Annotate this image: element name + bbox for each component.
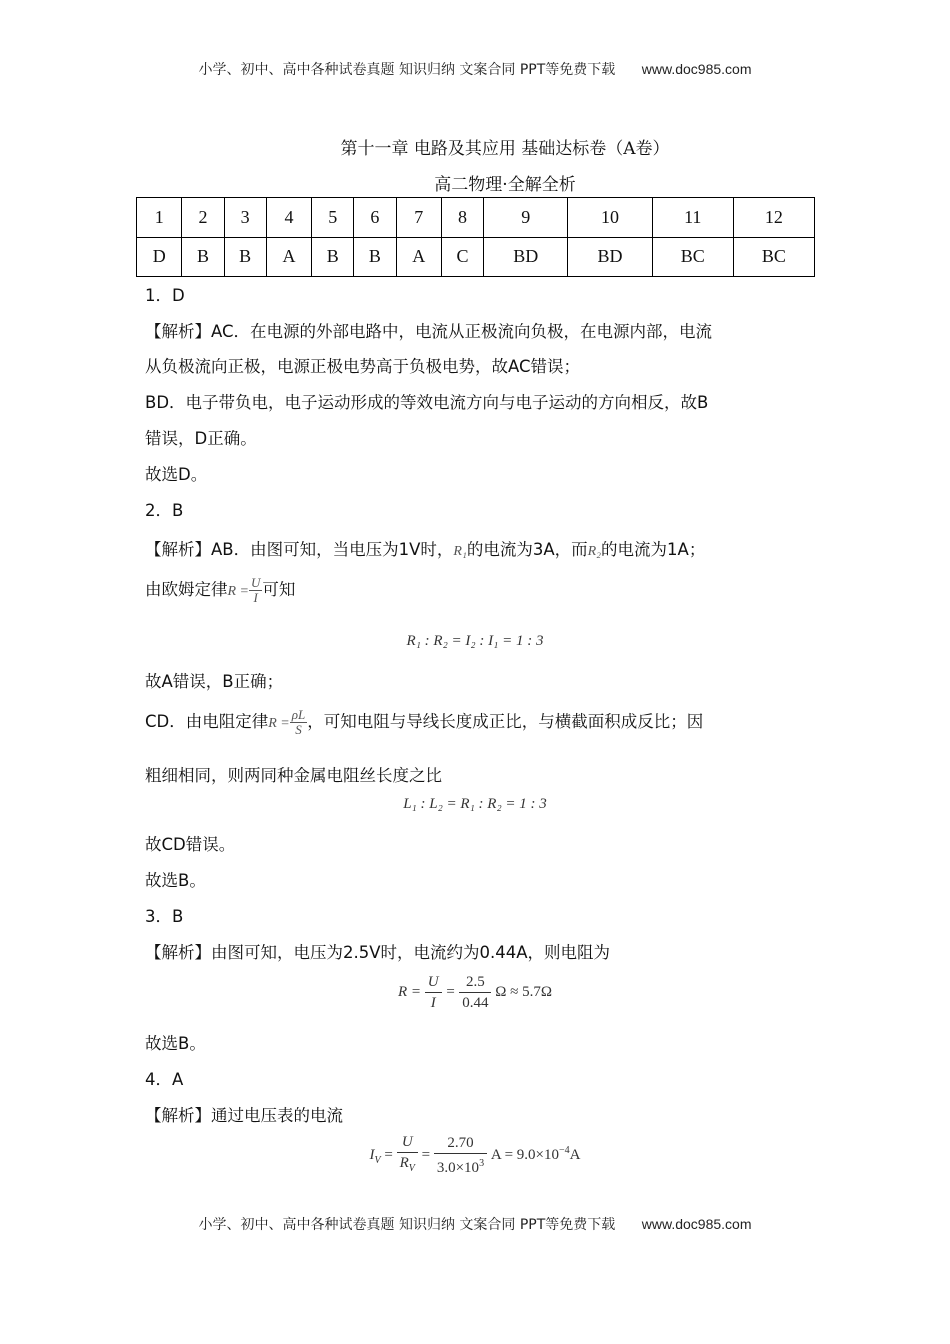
- q1-heading: 1．D: [145, 286, 185, 305]
- formula-part: A = 9.0×10: [490, 1146, 559, 1163]
- answer-table-answer-row: [137, 237, 815, 277]
- question-number-cell: 7: [396, 198, 441, 238]
- answer-cell: BD: [568, 237, 652, 277]
- r1-symbol: R₁: [453, 544, 467, 559]
- banner-text: 小学、初中、高中各种试卷真题 知识归纳 文案合同 PPT等免费下载: [198, 62, 616, 78]
- question-number-cell: 6: [354, 198, 396, 238]
- q2-text-line: [145, 536, 705, 560]
- banner-url[interactable]: www.doc985.com: [641, 61, 752, 77]
- formula-part: =: [445, 983, 456, 1000]
- question-number-cell: 11: [652, 198, 733, 238]
- q2-text-part: CD．由电阻定律: [145, 712, 269, 731]
- question-number-cell: 2: [182, 198, 224, 238]
- fraction-numerator: U: [251, 575, 261, 590]
- banner-url[interactable]: www.doc985.com: [641, 1216, 752, 1232]
- formula-superscript: −4: [559, 1144, 570, 1156]
- fraction-denominator: I: [430, 995, 436, 1011]
- answer-cell: BC: [652, 237, 733, 277]
- fraction-denominator: I: [253, 590, 258, 605]
- answer-cell: BC: [733, 237, 814, 277]
- formula-part: 3.0×10: [436, 1160, 480, 1176]
- fraction-numerator: U: [425, 972, 442, 993]
- q2-text-part: 可知: [262, 580, 296, 599]
- formula-voltmeter-current: [0, 1132, 950, 1179]
- footer-banner: [0, 1214, 950, 1234]
- ohm-formula-lhs: R =: [227, 584, 249, 599]
- formula-subscript: V: [374, 1154, 381, 1166]
- q2-text-line: [145, 576, 295, 605]
- formula-part: =: [421, 1146, 431, 1163]
- formula-part: Ω ≈ 5.7Ω: [495, 983, 553, 1000]
- q1-text-line: 【解析】AC．在电源的外部电路中，电流从正极流向负极，在电源内部，电流: [145, 322, 713, 341]
- question-number-cell: 10: [568, 198, 652, 238]
- q3-conclusion: 故选B。: [145, 1034, 206, 1053]
- question-number-cell: 8: [441, 198, 483, 238]
- question-number-cell: 12: [733, 198, 814, 238]
- q4-heading: 4．A: [145, 1070, 184, 1089]
- answer-cell: A: [266, 237, 311, 277]
- answer-cell: B: [224, 237, 266, 277]
- fraction-denominator: 0.44: [462, 995, 489, 1011]
- question-number-cell: 5: [312, 198, 354, 238]
- q2-text-line: [145, 708, 703, 737]
- formula-subscript: V: [408, 1163, 415, 1174]
- formula-part: R: [399, 1155, 409, 1171]
- ohm-formula-fraction: [249, 576, 262, 605]
- answer-cell: BD: [484, 237, 568, 277]
- q2-text-part: ，可知电阻与导线长度成正比，与横截面积成反比；因: [307, 712, 704, 731]
- fraction-numerator: 2.5: [459, 972, 491, 993]
- formula-fraction: [434, 1133, 487, 1178]
- formula-part: A: [569, 1146, 581, 1163]
- answer-cell: B: [182, 237, 224, 277]
- q1-text-line: 错误，D正确。: [145, 429, 257, 448]
- answer-table-number-row: [137, 198, 815, 238]
- q2-text-part: 的电流为1A；: [601, 540, 706, 559]
- q4-text-line: 【解析】通过电压表的电流: [145, 1106, 343, 1125]
- q2-conclusion: 故选B。: [145, 871, 206, 890]
- q2-text-part: 由欧姆定律: [145, 580, 228, 599]
- banner-text: 小学、初中、高中各种试卷真题 知识归纳 文案合同 PPT等免费下载: [198, 1217, 616, 1233]
- answer-cell: B: [354, 237, 396, 277]
- q2-text-part: 【解析】AB．由图可知，当电压为1V时，: [145, 540, 454, 559]
- fraction-denominator: [397, 1153, 418, 1179]
- question-number-cell: 9: [484, 198, 568, 238]
- q2-text-line: 粗细相同，则两同种金属电阻丝长度之比: [145, 766, 442, 785]
- resistivity-formula-lhs: R =: [268, 716, 290, 731]
- formula-fraction: [397, 1132, 418, 1179]
- q3-heading: 3．B: [145, 907, 184, 926]
- q2-text-line: 故CD错误。: [145, 835, 236, 854]
- formula-part: R =: [397, 983, 422, 1000]
- fraction-denominator: [434, 1154, 487, 1178]
- resistivity-formula-fraction: [290, 708, 307, 737]
- formula-part: =: [384, 1146, 393, 1163]
- fraction-numerator: 2.70: [434, 1133, 487, 1154]
- page-subtitle: 高二物理·全解全析: [434, 175, 576, 195]
- formula-part: I: [369, 1146, 375, 1163]
- formula-resistance-calc: [0, 972, 950, 1013]
- answer-cell: B: [312, 237, 354, 277]
- header-banner: [0, 59, 950, 79]
- fraction-numerator: U: [397, 1132, 418, 1153]
- q2-text-part: 的电流为3A，而: [466, 540, 588, 559]
- answer-cell: C: [441, 237, 483, 277]
- question-number-cell: 1: [137, 198, 182, 238]
- q2-heading: 2．B: [145, 501, 184, 520]
- formula-fraction: [459, 972, 491, 1013]
- answer-cell: D: [137, 237, 182, 277]
- q2-text-line: 故A错误，B正确；: [145, 672, 284, 691]
- fraction-numerator: ρL: [291, 707, 306, 722]
- fraction-denominator: S: [295, 722, 302, 737]
- question-number-cell: 4: [266, 198, 311, 238]
- formula-resistance-ratio: R₁ : R₂ = I₂ : I₁ = 1 : 3: [406, 633, 544, 649]
- q1-text-line: BD．电子带负电，电子运动形成的等效电流方向与电子运动的方向相反，故B: [145, 393, 709, 412]
- r2-symbol: R₂: [587, 544, 602, 559]
- q3-text-line: 【解析】由图可知，电压为2.5V时，电流约为0.44A，则电阻为: [145, 943, 611, 962]
- question-number-cell: 3: [224, 198, 266, 238]
- page-title: 第十一章 电路及其应用 基础达标卷（A卷）: [340, 139, 670, 159]
- formula-fraction: [425, 972, 442, 1013]
- answer-table: [136, 197, 815, 277]
- answer-cell: A: [396, 237, 441, 277]
- q1-text-line: 从负极流向正极，电源正极电势高于负极电势，故AC错误；: [145, 357, 581, 376]
- formula-superscript: 3: [479, 1158, 485, 1169]
- q1-conclusion: 故选D。: [145, 465, 208, 484]
- formula-length-ratio: L₁ : L₂ = R₁ : R₂ = 1 : 3: [403, 796, 547, 812]
